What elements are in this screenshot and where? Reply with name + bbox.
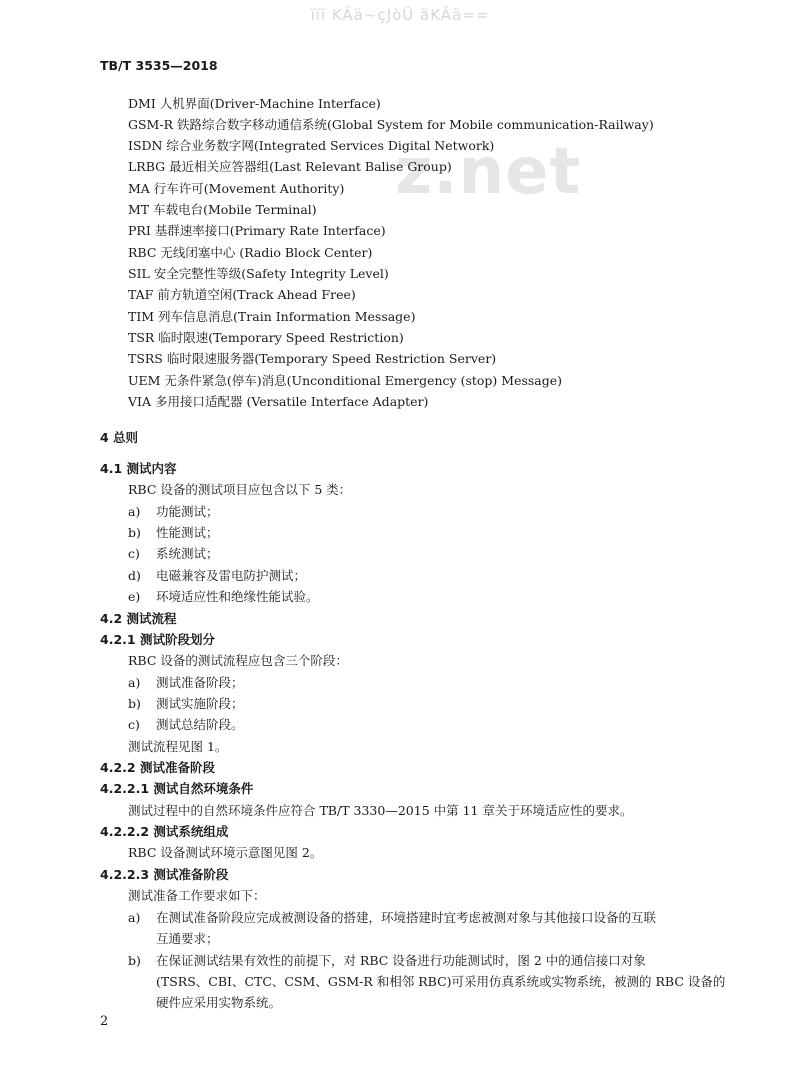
list-text: 测试准备阶段； xyxy=(156,675,244,690)
abbr-sil: SIL 安全完整性等级(Safety Integrity Level) xyxy=(128,266,389,281)
section-4-2-2-2-text: RBC 设备测试环境示意图见图 2。 xyxy=(128,845,323,860)
list-marker: e) xyxy=(128,589,141,604)
section-4-2-1-intro: RBC 设备的测试流程应包含三个阶段： xyxy=(128,653,348,668)
list-marker: b) xyxy=(128,696,141,711)
abbr-tim: TIM 列车信息消息(Train Information Message) xyxy=(128,309,416,324)
list-item xyxy=(128,910,656,926)
list-text: 系统测试； xyxy=(156,546,219,561)
abbr-ma: MA 行车许可(Movement Authority) xyxy=(128,181,345,196)
list-marker: c) xyxy=(128,717,140,732)
list-text: 电磁兼容及雷电防护测试； xyxy=(156,568,307,583)
list-text: 在保证测试结果有效性的前提下，对 RBC 设备进行功能测试时，图 2 中的通信接口对象 xyxy=(156,953,646,968)
section-4-2-2-1-heading: 4.2.2.1 测试自然环境条件 xyxy=(100,781,254,796)
abbr-isdn: ISDN 综合业务数字网(Integrated Services Digital Network) xyxy=(128,138,495,153)
list-item xyxy=(128,696,244,712)
list-marker: b) xyxy=(128,953,141,968)
list-text: 环境适应性和绝缘性能试验。 xyxy=(156,589,319,604)
list-marker: a) xyxy=(128,910,141,925)
section-4-2-2-1-text: 测试过程中的自然环境条件应符合 TB/T 3330—2015 中第 11 章关于环境适应性的要求。 xyxy=(128,803,633,818)
flow-figure-reference: 测试流程见图 1。 xyxy=(128,739,228,754)
abbr-uem: UEM 无条件紧急(停车)消息(Unconditional Emergency (stop) Message) xyxy=(128,373,563,388)
abbr-taf: TAF 前方轨道空闲(Track Ahead Free) xyxy=(128,287,356,302)
section-4-2-heading: 4.2 测试流程 xyxy=(100,611,177,626)
list-marker: c) xyxy=(128,546,140,561)
list-marker: a) xyxy=(128,504,141,519)
list-text-continued: 硬件应采用实物系统。 xyxy=(156,995,282,1010)
abbr-via: VIA 多用接口适配器 (Versatile Interface Adapter) xyxy=(128,394,429,409)
list-marker: d) xyxy=(128,568,141,583)
list-text: 测试实施阶段； xyxy=(156,696,244,711)
site-watermark: z.net xyxy=(395,135,582,209)
top-watermark: ïïï KÄä~çJòÜ äKÄä== xyxy=(310,6,490,24)
list-marker: a) xyxy=(128,675,141,690)
abbr-gsmr: GSM-R 铁路综合数字移动通信系统(Global System for Mobile communication-Railway) xyxy=(128,117,654,132)
list-item xyxy=(128,953,646,969)
abbr-rbc: RBC 无线闭塞中心 (Radio Block Center) xyxy=(128,245,373,260)
section-4-2-2-2-heading: 4.2.2.2 测试系统组成 xyxy=(100,824,229,839)
section-4-heading: 4 总则 xyxy=(100,430,139,445)
section-4-1-heading: 4.1 测试内容 xyxy=(100,461,177,476)
page-number: 2 xyxy=(100,1014,109,1029)
abbr-dmi: DMI 人机界面(Driver-Machine Interface) xyxy=(128,96,381,111)
abbr-pri: PRI 基群速率接口(Primary Rate Interface) xyxy=(128,223,386,238)
list-item xyxy=(128,546,219,562)
section-4-2-2-3-heading: 4.2.2.3 测试准备阶段 xyxy=(100,867,229,882)
list-item xyxy=(128,589,319,605)
list-item xyxy=(128,717,244,733)
section-4-2-2-3-intro: 测试准备工作要求如下： xyxy=(128,888,266,903)
list-item xyxy=(128,568,306,584)
abbr-tsr: TSR 临时限速(Temporary Speed Restriction) xyxy=(128,330,404,345)
list-text-continued: 互通要求； xyxy=(156,931,219,946)
list-text-continued: (TSRS、CBI、CTC、CSM、GSM-R 和相邻 RBC)可采用仿真系统或实物系统，被测的 RBC 设备的 xyxy=(156,974,726,989)
section-4-2-2-heading: 4.2.2 测试准备阶段 xyxy=(100,760,215,775)
abbr-mt: MT 车载电台(Mobile Terminal) xyxy=(128,202,317,217)
list-item xyxy=(128,504,219,520)
section-4-2-1-heading: 4.2.1 测试阶段划分 xyxy=(100,632,215,647)
list-text: 在测试准备阶段应完成被测设备的搭建，环境搭建时宜考虑被测对象与其他接口设备的互联 xyxy=(156,910,657,925)
list-item xyxy=(128,525,219,541)
list-text: 性能测试； xyxy=(156,525,219,540)
list-item xyxy=(128,675,244,691)
list-text: 功能测试； xyxy=(156,504,219,519)
list-text: 测试总结阶段。 xyxy=(156,717,244,732)
list-marker: b) xyxy=(128,525,141,540)
section-4-1-intro: RBC 设备的测试项目应包含以下 5 类： xyxy=(128,482,352,497)
standard-number: TB/T 3535—2018 xyxy=(100,58,218,73)
abbr-tsrs: TSRS 临时限速服务器(Temporary Speed Restriction Server) xyxy=(128,351,497,366)
abbr-lrbg: LRBG 最近相关应答器组(Last Relevant Balise Group) xyxy=(128,159,452,174)
